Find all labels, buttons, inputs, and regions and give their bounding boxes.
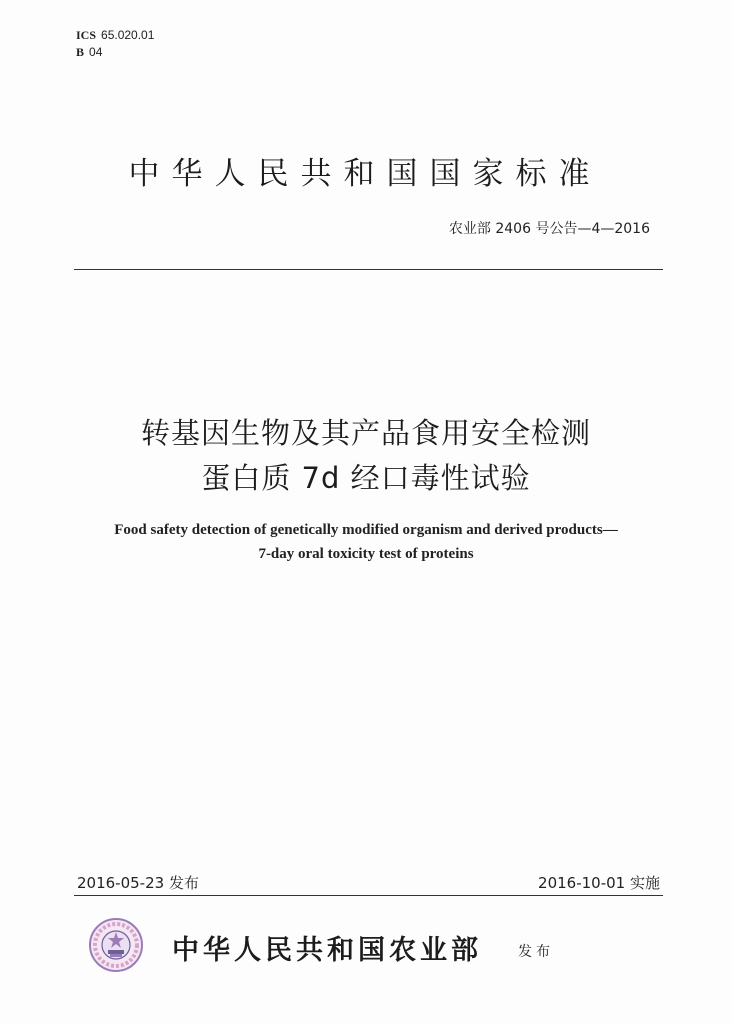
title-en-line1: Food safety detection of genetically modified organism and derived products— bbox=[114, 522, 618, 538]
classification-codes bbox=[76, 27, 154, 61]
ccs-label: B bbox=[76, 45, 85, 59]
standard-name: 中华人民共和国国家标准 bbox=[128, 156, 602, 192]
issue-date: 2016-05-23 发布 bbox=[77, 874, 199, 892]
title-cn-line1: 转基因生物及其产品食用安全检测 bbox=[140, 416, 591, 450]
ics-code bbox=[76, 27, 154, 44]
footer-divider bbox=[74, 895, 663, 896]
ccs-code bbox=[76, 44, 154, 61]
issuing-authority: 中华人民共和国农业部 bbox=[172, 935, 482, 966]
title-cn-line2: 蛋白质 7d 经口毒性试验 bbox=[201, 461, 531, 495]
title-en-line2: 7-day oral toxicity test of proteins bbox=[258, 546, 474, 562]
ics-label: ICS bbox=[76, 28, 97, 42]
implementation-date: 2016-10-01 实施 bbox=[538, 874, 660, 892]
header-divider bbox=[74, 269, 663, 270]
ccs-value: 04 bbox=[89, 45, 103, 59]
national-emblem-icon bbox=[88, 917, 144, 973]
issue-label: 发布 bbox=[518, 944, 554, 960]
standard-number: 农业部 2406 号公告—4—2016 bbox=[448, 221, 650, 237]
ics-value: 65.020.01 bbox=[101, 28, 155, 42]
